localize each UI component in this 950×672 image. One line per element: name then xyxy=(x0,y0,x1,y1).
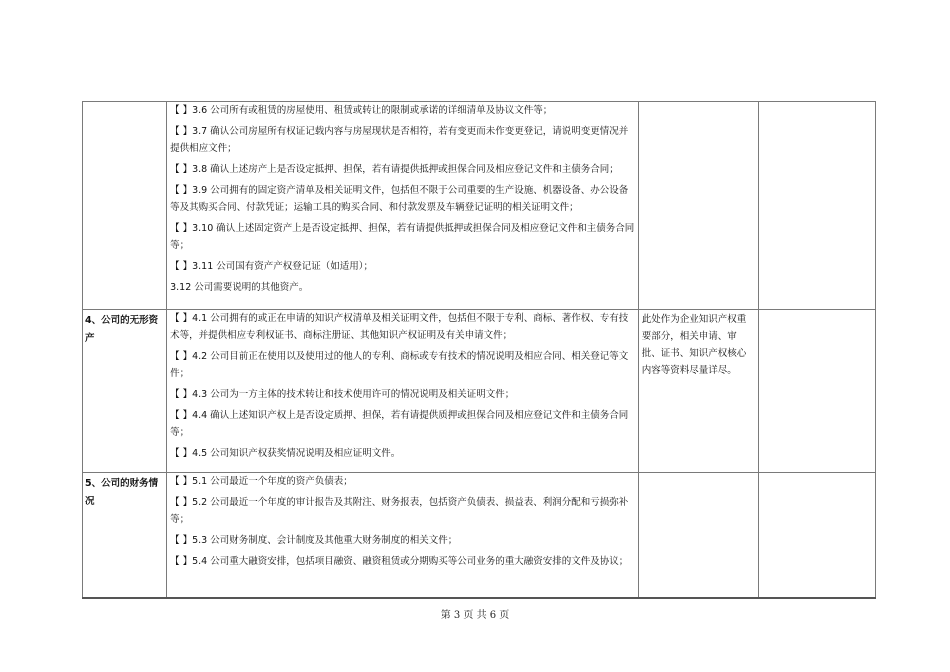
note-text xyxy=(639,102,758,104)
table-row xyxy=(83,102,876,310)
list-item: 【 】3.11 公司国有资产产权登记证（如适用）； xyxy=(170,261,374,272)
note-text xyxy=(639,473,758,475)
list-item: 【 】4.3 公司为一方主体的技术转让和技术使用许可的情况说明及相关证明文件； xyxy=(170,389,515,400)
list-item: 【 】4.1 公司拥有的或正在申请的知识产权清单及相关证明文件，包括但不限于专利、商标、著作权、专有技术等，并提供相应专利权证书、商标注册证、其他知识产权证明及有关申请文件； xyxy=(170,313,629,341)
list-item: 【 】4.2 公司目前正在使用以及使用过的他人的专利、商标或专有技术的情况说明及相应合同、相关登记等文件； xyxy=(170,351,629,379)
list-item: 【 】3.9 公司拥有的固定资产清单及相关证明文件，包括但不限于公司重要的生产设施、机器设备、办公设备等及其购买合同、付款凭证；运输工具的购买合同、和付款发票及车辆登记证明的相关证明文件； xyxy=(170,185,629,213)
items-cell xyxy=(167,473,639,598)
items-cell xyxy=(167,102,639,310)
empty-cell xyxy=(758,310,875,473)
section-title: 5、公司的财务情况 xyxy=(85,478,159,507)
note-cell xyxy=(638,473,758,598)
section-title-cell xyxy=(83,473,167,598)
note-text: 此处作为企业知识产权重要部分，相关申请、审批、证书、知识产权核心内容等资料尽量详尽。 xyxy=(641,314,747,376)
list-item: 【 】3.8 确认上述房产上是否设定抵押、担保，若有请提供抵押或担保合同及相应登记文件和主债务合同； xyxy=(170,164,619,175)
list-item: 【 】3.10 确认上述固定资产上是否设定抵押、担保，若有请提供抵押或担保合同及相应登记文件和主债务合同等； xyxy=(170,223,635,251)
empty-cell xyxy=(758,102,875,310)
list-item: 【 】5.2 公司最近一个年度的审计报告及其附注、财务报表，包括资产负债表、损益表、利润分配和亏损弥补等； xyxy=(170,497,629,525)
section-title-cell xyxy=(83,102,167,310)
page-footer: 第 3 页 共 6 页 xyxy=(440,610,510,621)
items-cell xyxy=(167,310,639,473)
list-item: 【 】5.3 公司财务制度、会计制度及其他重大财务制度的相关文件； xyxy=(170,535,458,546)
table-row xyxy=(83,310,876,473)
list-item: 【 】5.1 公司最近一个年度的资产负债表； xyxy=(170,476,353,487)
list-item: 【 】4.5 公司知识产权获奖情况说明及相应证明文件。 xyxy=(170,448,401,459)
list-item: 【 】3.6 公司所有或租赁的房屋使用、租赁或转让的限制或承诺的详细清单及协议文件等； xyxy=(170,105,553,116)
table-row xyxy=(83,473,876,598)
list-item: 【 】3.7 确认公司房屋所有权证记载内容与房屋现状是否相符，若有变更而未作变更登记，请说明变更情况并提供相应文件； xyxy=(170,126,629,154)
checklist-table xyxy=(82,101,876,599)
section-title-cell xyxy=(83,310,167,473)
list-item: 【 】4.4 确认上述知识产权上是否设定质押、担保，若有请提供质押或担保合同及相应登记文件和主债务合同等； xyxy=(170,410,629,438)
section-title: 4、公司的无形资产 xyxy=(85,315,159,344)
list-item: 3.12 公司需要说明的其他资产。 xyxy=(170,282,309,293)
note-cell xyxy=(638,102,758,310)
empty-cell xyxy=(758,473,875,598)
note-cell xyxy=(638,310,758,473)
section-title xyxy=(83,102,166,104)
list-item: 【 】5.4 公司重大融资安排，包括项目融资、融资租赁或分期购买等公司业务的重大融资安排的文件及协议； xyxy=(170,556,629,567)
